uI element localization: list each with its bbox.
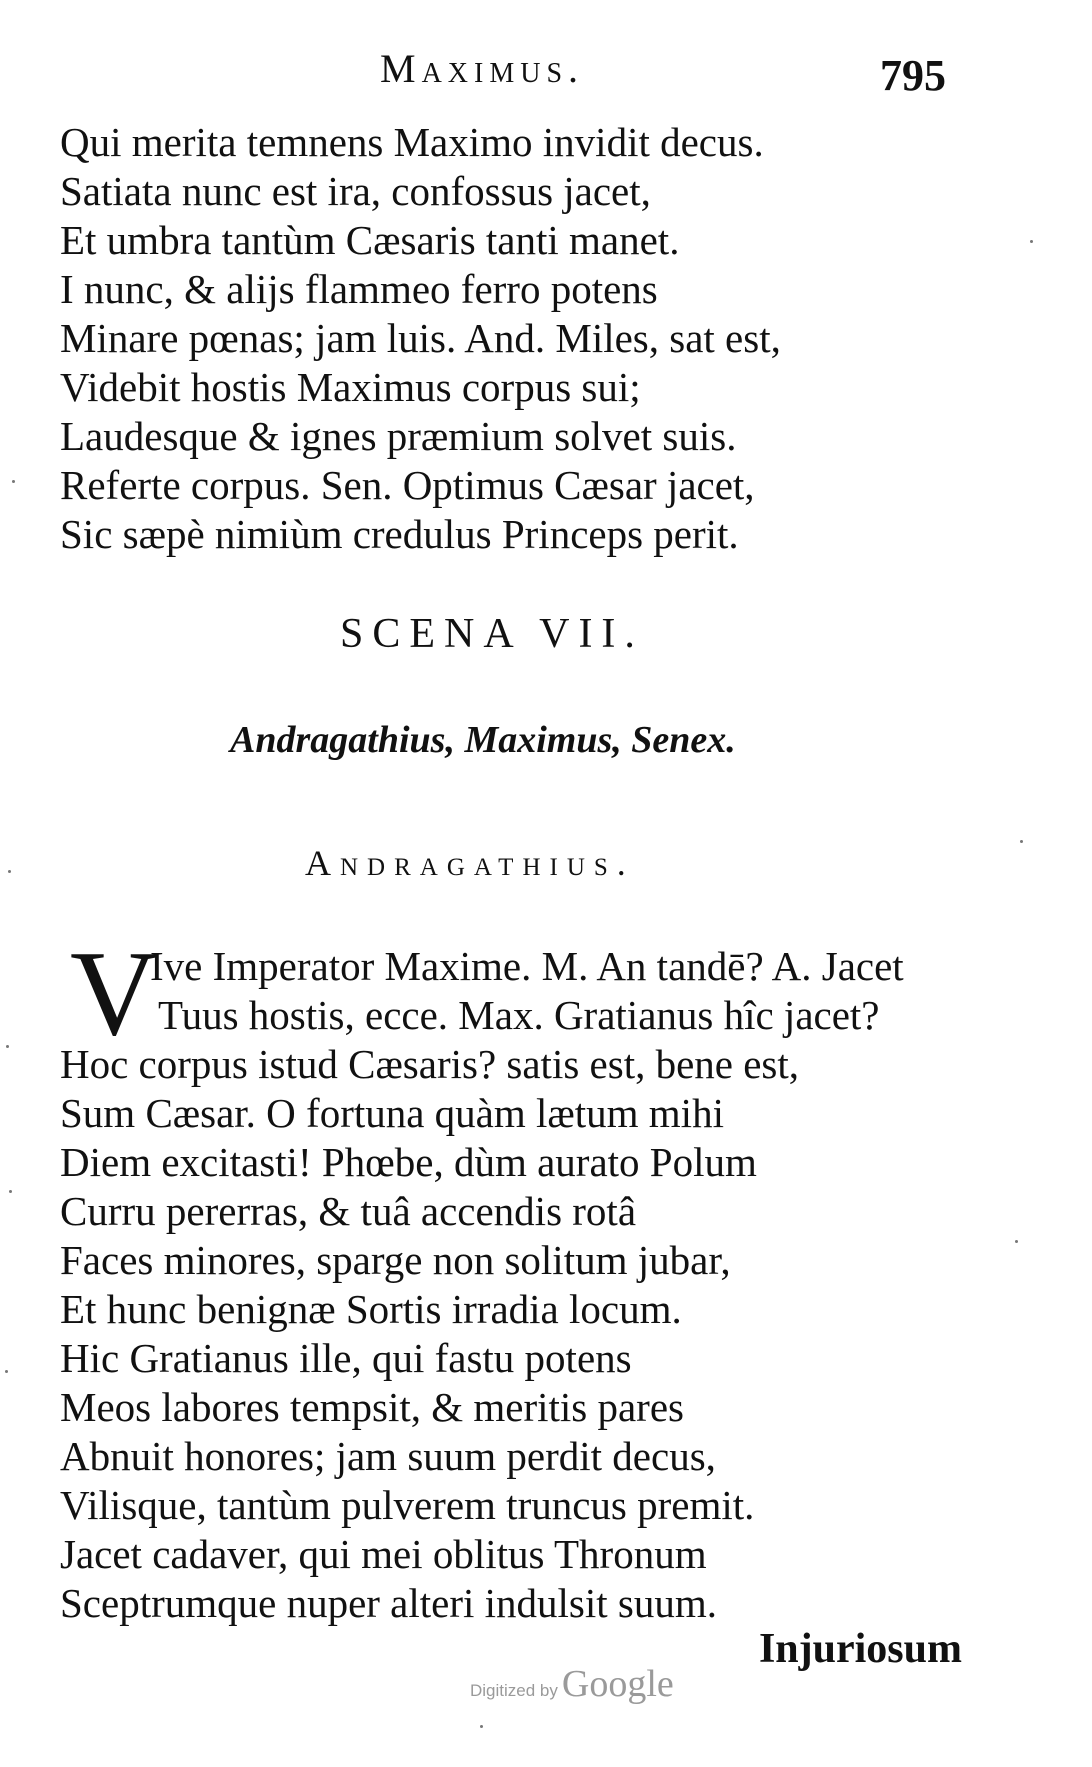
verse-line: Faces minores, sparge non solitum jubar, [60, 1237, 731, 1283]
digitized-watermark [470, 1662, 674, 1706]
print-speckle [8, 870, 11, 873]
print-speckle [1015, 1240, 1018, 1243]
verse-line: Sic sæpè nimiùm credulus Princeps perit. [60, 511, 739, 557]
verse-line: Meos labores tempsit, & meritis pares [60, 1384, 684, 1430]
dramatis-personae: Andragathius, Maximus, Senex. [230, 719, 736, 761]
catchword: Injuriosum [758, 1626, 962, 1672]
verse-line: Satiata nunc est ira, confossus jacet, [60, 168, 651, 214]
verse-line: Jacet cadaver, qui mei oblitus Thronum [60, 1531, 707, 1577]
verse-line: Videbit hostis Maximus corpus sui; [60, 364, 641, 410]
verse-line: Curru pererras, & tuâ accendis rotâ [60, 1188, 637, 1234]
verse-line: I nunc, & alijs flammeo ferro potens [60, 266, 658, 312]
print-speckle [1020, 840, 1023, 843]
verse-line: Laudesque & ignes præmium solvet suis. [60, 413, 737, 459]
verse-line: Et umbra tantùm Cæsaris tanti manet. [60, 217, 680, 263]
verse-line: Et hunc benignæ Sortis irradia locum. [60, 1286, 682, 1332]
verse-line: Tuus hostis, ecce. Max. Gratianus hîc jacet? [158, 992, 880, 1038]
verse-line: Sceptrumque nuper alteri indulsit suum. [60, 1580, 718, 1626]
print-speckle [5, 1370, 8, 1373]
print-speckle [1030, 240, 1033, 243]
speaker-heading: Andragathius. [305, 843, 635, 883]
verse-line: Hoc corpus istud Cæsaris? satis est, bene est, [60, 1041, 800, 1087]
verse-line: Qui merita temnens Maximo invidit decus. [60, 119, 764, 165]
print-speckle [480, 1725, 483, 1728]
verse-line: Vilisque, tantùm pulverem truncus premit. [60, 1482, 755, 1528]
verse-block-speech [60, 1040, 1020, 1628]
print-speckle [12, 480, 15, 483]
google-logo: Google [561, 1663, 674, 1705]
watermark-prefix: Digitized by [470, 1681, 558, 1700]
verse-line: Hic Gratianus ille, qui fastu potens [60, 1335, 632, 1381]
drop-cap: V [70, 926, 159, 1061]
verse-block-top [60, 118, 1020, 559]
print-speckle [6, 1045, 9, 1048]
verse-line: Abnuit honores; jam suum perdit decus, [60, 1433, 716, 1479]
verse-line: Sum Cæsar. O fortuna quàm lætum mihi [60, 1090, 724, 1136]
verse-line: Referte corpus. Sen. Optimus Cæsar jacet, [60, 462, 755, 508]
print-speckle [9, 1190, 12, 1193]
running-title: Maximus. [380, 46, 585, 91]
verse-line: Diem excitasti! Phœbe, dùm aurato Polum [60, 1139, 757, 1185]
scene-heading: SCENA VII. [340, 611, 644, 657]
verse-line: Minare pœnas; jam luis. And. Miles, sat est, [60, 315, 781, 361]
page-number: 795 [880, 51, 946, 100]
verse-line: Ive Imperator Maxime. M. An tandē? A. Jacet [150, 943, 904, 989]
